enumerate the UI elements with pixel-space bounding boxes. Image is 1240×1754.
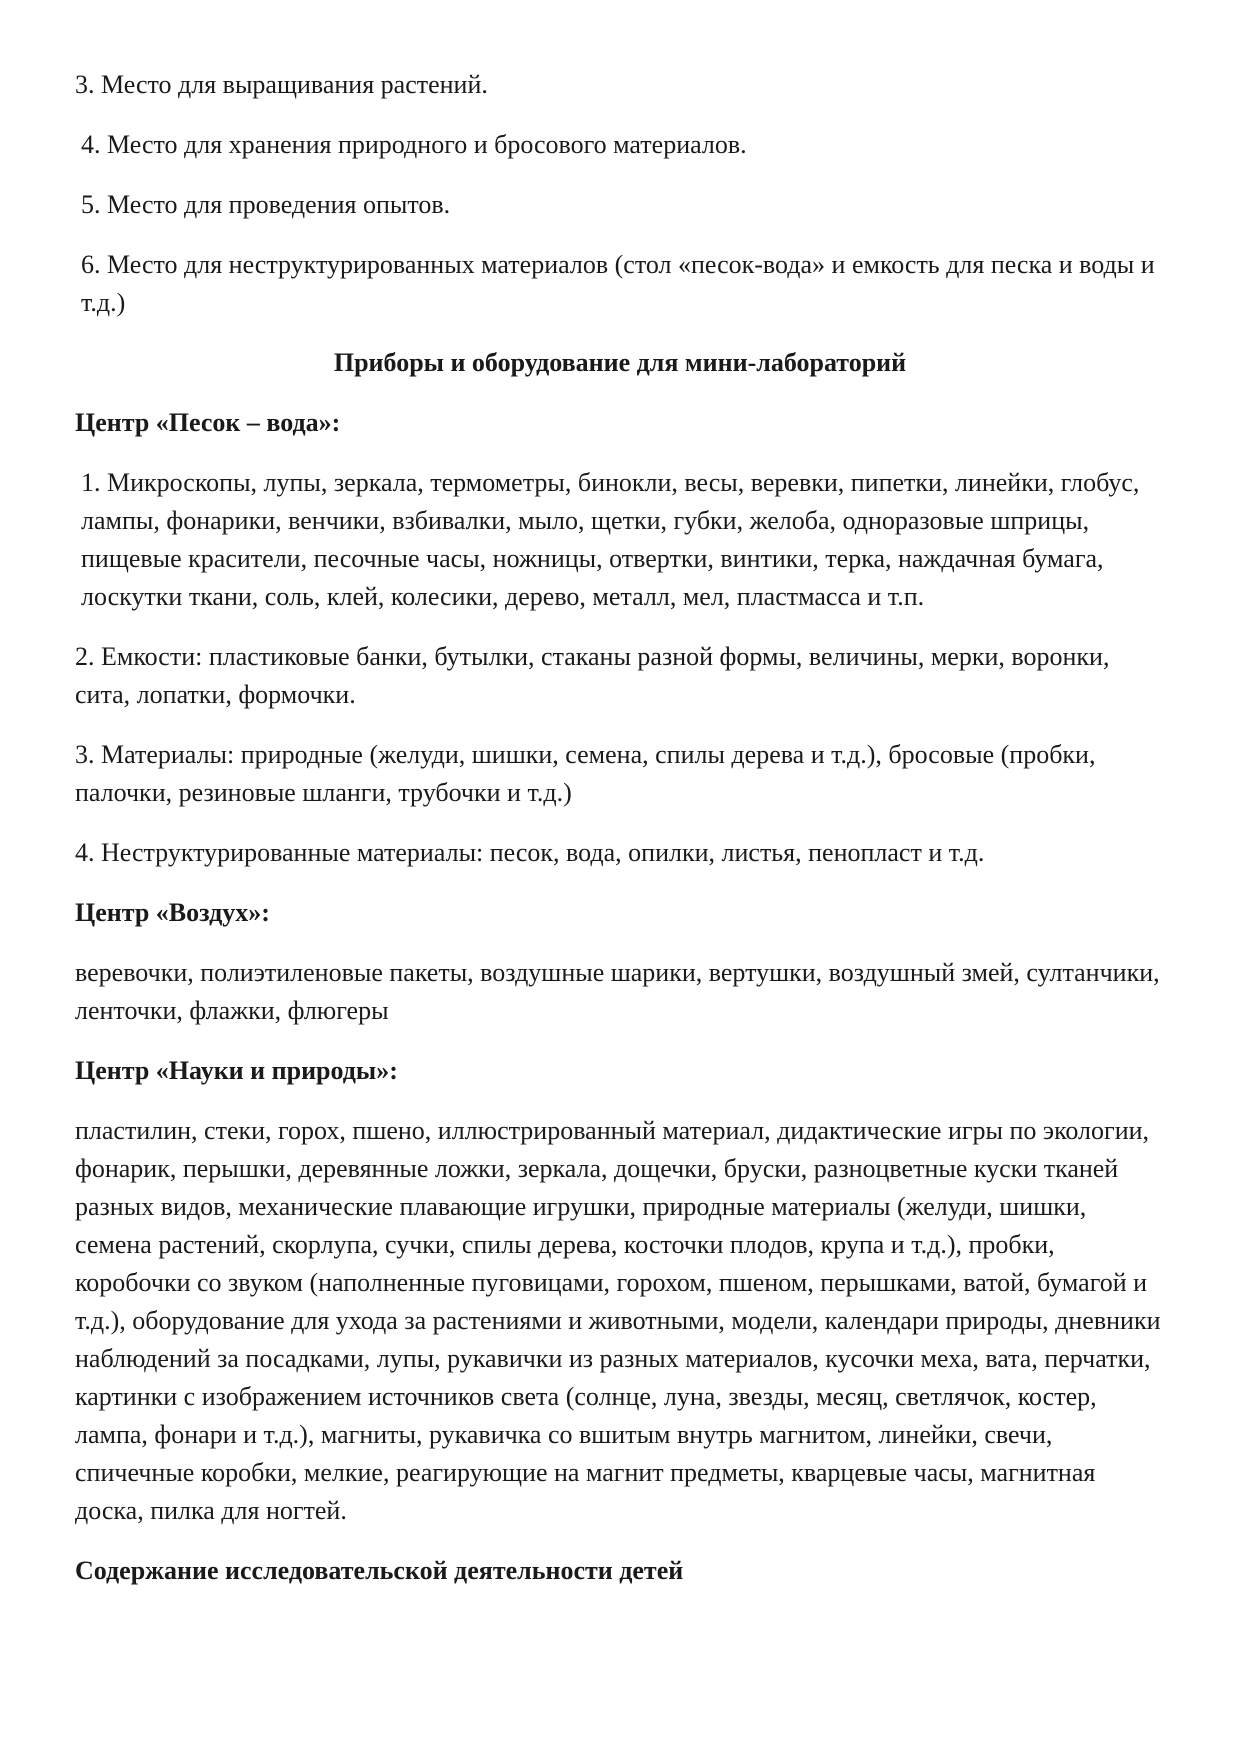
list-item: 3. Место для выращивания растений. [75,70,488,99]
center-air-text: веревочки, полиэтиленовые пакеты, воздушные шарики, вертушки, воздушный змей, султанчики, ленточки, флажки, флюгеры [75,958,1160,1025]
list-item: 4. Неструктурированные материалы: песок, вода, опилки, листья, пенопласт и т.д. [75,838,985,867]
center-air-heading: Центр «Воздух»: [75,898,270,927]
list-item: 2. Емкости: пластиковые банки, бутылки, стаканы разной формы, величины, мерки, воронки, сита, лопатки, формочки. [75,642,1110,709]
center-science-text: пластилин, стеки, горох, пшено, иллюстрированный материал, дидактические игры по экологии, фонарик, перышки, деревянные ложки, зеркала, дощечки, бруски, разноцветные куски тканей разных видов, механические плавающие игрушки, природные материалы (желуди, шишки, семена растений, скорлупа, сучки, спилы дерева, косточки плодов, крупа и т.д.), пробки, коробочки со звуком (наполненные пуговицами, горохом, пшеном, перышками, ватой, бумагой и т.д.), оборудование для ухода за растениями и животными, модели, календари природы, дневники наблюдений за посадками, лупы, рукавички из разных материалов, кусочки меха, вата, перчатки, картинки с изображением источников света (солнце, луна, звезды, месяц, светлячок, костер, лампа, фонари и т.д.), магниты, рукавичка со вшитым внутрь магнитом, линейки, свечи, спичечные коробки, мелкие, реагирующие на магнит предметы, кварцевые часы, магнитная доска, пилка для ногтей. [75,1116,1161,1525]
list-item: 5. Место для проведения опытов. [81,190,451,219]
list-item: 1. Микроскопы, лупы, зеркала, термометры, бинокли, весы, веревки, пипетки, линейки, глобус, лампы, фонарики, венчики, взбивалки, мыло, щетки, губки, желоба, одноразовые шприцы, пищевые красители, песочные часы, ножницы, отвертки, винтики, терка, наждачная бумага, лоскутки ткани, соль, клей, колесики, дерево, металл, мел, пластмасса и т.п. [81,468,1140,611]
list-item: 4. Место для хранения природного и бросового материалов. [81,130,747,159]
bottom-heading: Содержание исследовательской деятельности детей [75,1556,684,1585]
section-title: Приборы и оборудование для мини-лабораторий [333,348,907,377]
center-science-heading: Центр «Науки и природы»: [75,1056,398,1085]
list-item: 6. Место для неструктурированных материалов (стол «песок-вода» и емкость для песка и воды и т.д.) [81,250,1155,317]
list-item: 3. Материалы: природные (желуди, шишки, семена, спилы дерева и т.д.), бросовые (пробки, палочки, резиновые шланги, трубочки и т.д.) [75,740,1096,807]
center-sand-water-heading: Центр «Песок – вода»: [75,408,341,437]
